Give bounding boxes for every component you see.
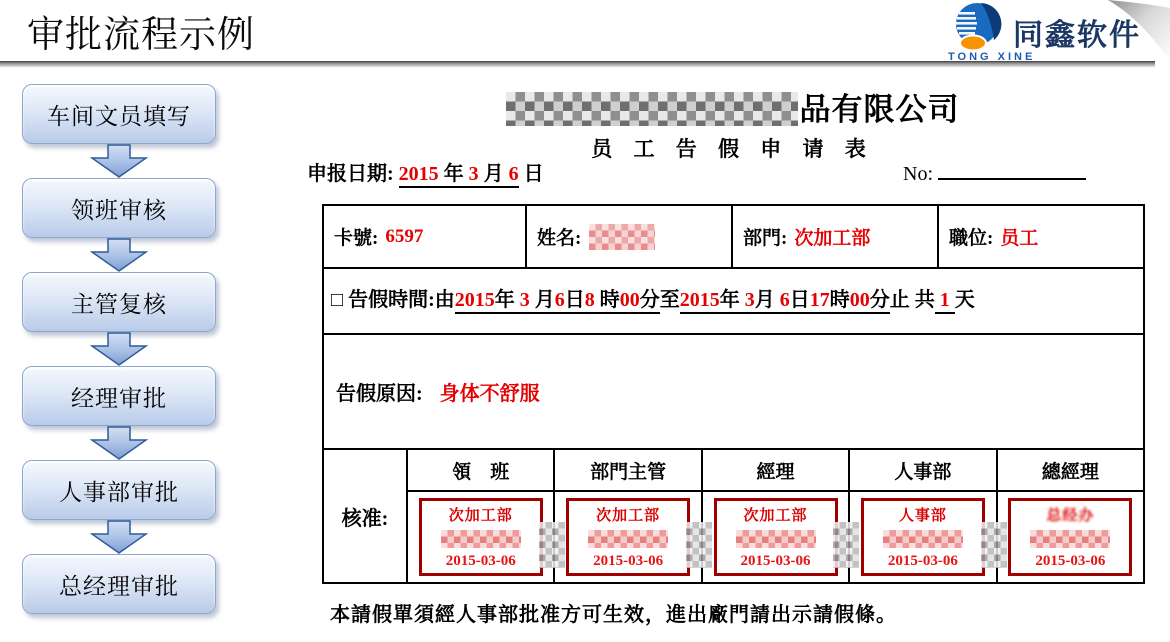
down-arrow-icon	[90, 144, 148, 178]
stamp-date: 2015-03-06	[740, 553, 811, 569]
field-value: 次加工部	[794, 228, 871, 249]
flow-step-label: 主管复核	[71, 291, 167, 317]
text-segment: 3	[745, 289, 755, 314]
blur-artifact	[686, 522, 712, 568]
flow-step-3	[22, 272, 216, 332]
text-segment: 2015	[455, 289, 495, 314]
stamp-date: 2015-03-06	[593, 553, 664, 569]
stamp-date: 2015-03-06	[445, 553, 516, 569]
approver-header-3: 經理	[701, 450, 848, 490]
text-segment: 2015	[680, 289, 720, 314]
approval-stamp	[419, 498, 543, 576]
flow-step-label: 经理审批	[71, 385, 167, 411]
form-footer-note: 本請假單須經人事部批准方可生效，進出廠門請出示請假條。	[330, 604, 897, 626]
report-date-label: 申报日期:	[307, 163, 394, 185]
employee-info-row	[324, 206, 1143, 267]
approver-header-1: 領 班	[452, 461, 510, 483]
text-segment: 月	[479, 163, 509, 188]
stamp-cell-2	[553, 492, 700, 582]
card-no-cell	[324, 206, 525, 267]
flow-step-label: 领班审核	[71, 197, 167, 223]
text-segment: 2015	[399, 163, 439, 188]
approval-stamp	[714, 498, 838, 576]
text-segment: 年	[720, 289, 745, 314]
page-curl-decoration	[1108, 0, 1170, 62]
report-date-value	[399, 163, 544, 188]
report-date-line	[307, 157, 544, 186]
text-segment: 1	[935, 289, 955, 314]
no-label: No:	[903, 163, 933, 185]
flow-step-6	[22, 554, 216, 614]
logo-tagline: TONG XINE	[948, 51, 1036, 63]
logo-globe-icon	[952, 2, 1004, 52]
down-arrow-icon	[90, 332, 148, 366]
text-segment: □ 告假時間:由	[331, 289, 455, 311]
stamp-cell-3	[701, 492, 848, 582]
stamp-dept: 次加工部	[743, 508, 808, 524]
field-label: 卡號:	[334, 228, 379, 249]
text-segment: 至	[659, 289, 680, 311]
flow-arrow	[90, 144, 148, 178]
stamp-cell-1	[408, 492, 553, 582]
field-value: 员工	[1000, 228, 1039, 249]
leave-application-table	[322, 204, 1145, 584]
blur-artifact	[981, 522, 1007, 568]
stamp-dept: 总经办	[1046, 508, 1095, 524]
stamp-signature-masked	[588, 530, 668, 548]
text-segment: 年	[439, 163, 469, 188]
stamp-dept: 次加工部	[596, 508, 661, 524]
text-segment: 3	[469, 163, 479, 188]
flow-arrow	[90, 238, 148, 272]
flow-step-2	[22, 178, 216, 238]
page-title: 审批流程示例	[27, 14, 255, 55]
field-label: 職位:	[949, 228, 994, 249]
text-segment: 月	[755, 289, 780, 314]
text-segment: 日	[565, 289, 585, 314]
reason-value: 身体不舒服	[439, 383, 540, 405]
down-arrow-icon	[90, 426, 148, 460]
leave-reason-row	[324, 333, 1143, 448]
approver-header-2: 部門主管	[553, 450, 700, 490]
approver-header-4: 人事部	[848, 450, 995, 490]
flow-step-5	[22, 460, 216, 520]
text-segment: 分	[640, 289, 660, 314]
approval-label: 核准:	[324, 450, 408, 582]
company-name-line	[322, 84, 1143, 129]
flow-step-label: 车间文员填写	[47, 103, 191, 129]
field-label: 部門:	[743, 228, 788, 249]
flow-step-1	[22, 84, 216, 144]
approval-row	[324, 448, 1143, 582]
stamp-cell-4	[848, 492, 995, 582]
text-segment: 天	[954, 289, 975, 311]
text-segment: 17	[810, 289, 830, 314]
text-segment: 止 共	[889, 289, 935, 311]
company-name-masked	[506, 92, 798, 126]
stamp-date: 2015-03-06	[887, 553, 958, 569]
field-value: 6597	[385, 225, 424, 247]
approval-stamps-row	[408, 492, 1143, 582]
flow-arrow	[90, 520, 148, 554]
text-segment: 日	[790, 289, 810, 314]
stamp-date: 2015-03-06	[1035, 553, 1106, 569]
leave-time-row	[324, 267, 1143, 333]
company-name-suffix: 品有限公司	[799, 92, 960, 127]
stamp-signature-masked	[1030, 530, 1110, 548]
flow-arrow	[90, 332, 148, 366]
approval-stamp	[1008, 498, 1132, 576]
text-segment: 00	[850, 289, 870, 314]
stamp-cell-5	[996, 492, 1143, 582]
flow-step-label: 人事部审批	[59, 479, 179, 505]
name-masked	[589, 224, 655, 250]
blur-artifact	[833, 522, 859, 568]
approval-stamp	[566, 498, 690, 576]
no-field	[903, 158, 1086, 186]
stamp-signature-masked	[441, 530, 521, 548]
form-title: 员 工 告 假 申 请 表	[591, 137, 874, 161]
approver-header-5: 總經理	[996, 450, 1143, 490]
reason-label: 告假原因:	[336, 383, 423, 405]
text-segment: 00	[620, 289, 640, 314]
text-segment: 月	[535, 289, 555, 314]
text-segment: 分	[870, 289, 890, 314]
blur-artifact	[539, 522, 565, 568]
logo-wordmark: 同鑫软件	[1013, 19, 1141, 52]
stamp-signature-masked	[736, 530, 816, 548]
stamp-dept: 次加工部	[448, 508, 513, 524]
text-segment: 6	[509, 163, 519, 188]
name-cell	[525, 206, 731, 267]
text-segment: 時	[600, 289, 620, 314]
text-segment: 6	[780, 289, 790, 314]
text-segment: 8	[585, 289, 600, 314]
text-segment: 6	[555, 289, 565, 314]
stamp-signature-masked	[883, 530, 963, 548]
no-blank-underline	[938, 158, 1086, 180]
department-cell	[731, 206, 937, 267]
text-segment: 日	[518, 163, 544, 185]
text-segment: 年	[495, 289, 520, 314]
down-arrow-icon	[90, 238, 148, 272]
text-segment: 時	[830, 289, 850, 314]
stamp-dept: 人事部	[898, 508, 947, 524]
approval-flowchart	[22, 84, 216, 614]
approval-header-row	[408, 450, 1143, 492]
field-label: 姓名:	[537, 228, 582, 249]
flow-arrow	[90, 426, 148, 460]
position-cell	[937, 206, 1143, 267]
down-arrow-icon	[90, 520, 148, 554]
text-segment: 3	[520, 289, 535, 314]
flow-step-4	[22, 366, 216, 426]
approval-stamp	[861, 498, 985, 576]
flow-step-label: 总经理审批	[59, 573, 179, 599]
